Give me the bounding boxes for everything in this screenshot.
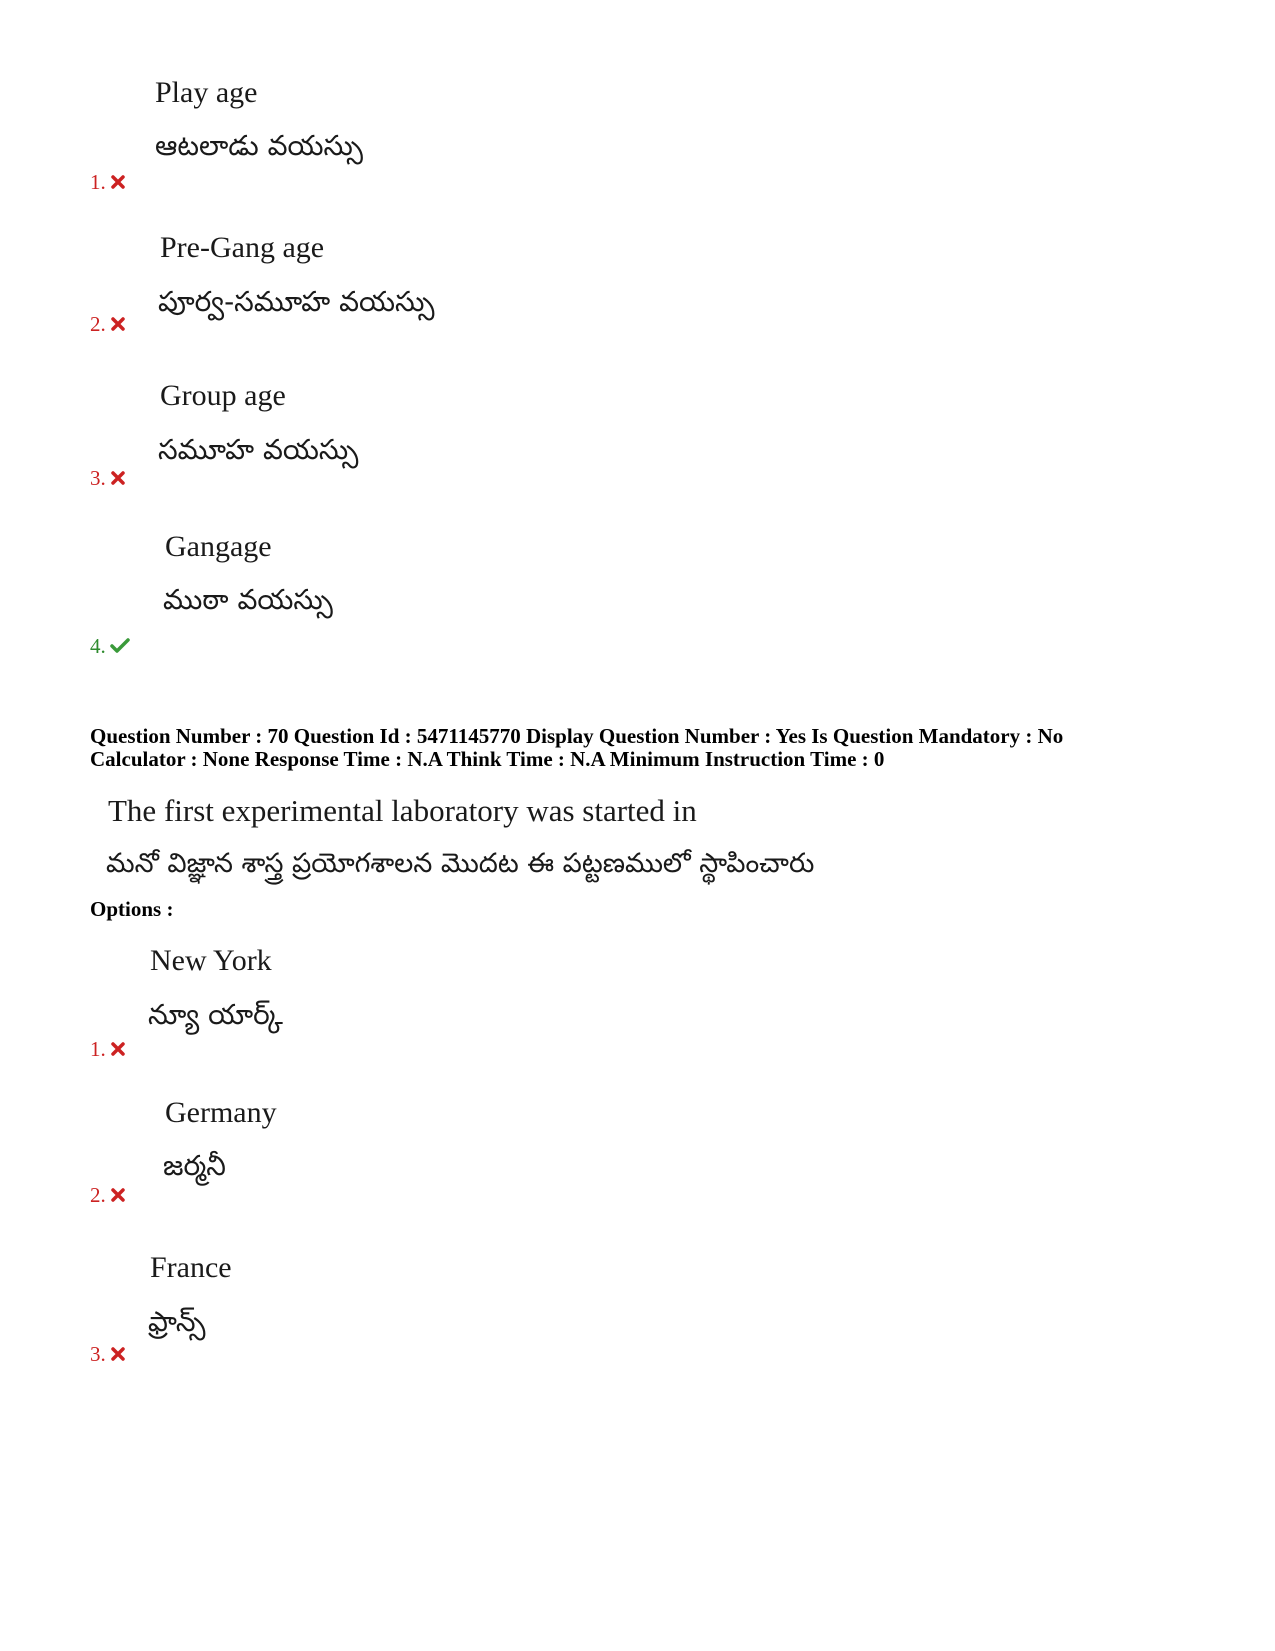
option-text-en: Germany <box>165 1096 277 1129</box>
option-text-en: Pre-Gang age <box>160 231 325 264</box>
cross-icon <box>110 316 126 332</box>
option-text-en: France <box>150 1251 232 1284</box>
option-marker <box>90 1037 126 1061</box>
option-number: 1. <box>90 1037 106 1061</box>
question-meta-line1: Question Number : 70 Question Id : 5471145770 Display Question Number : Yes Is Question Mandatory : No <box>90 724 1064 748</box>
option-marker <box>90 312 126 336</box>
option-text-te: న్యూ యార్క్ <box>148 998 283 1031</box>
cross-icon <box>110 470 126 486</box>
cross-icon <box>110 1187 126 1203</box>
option-text-te: ముఠా వయస్సు <box>163 583 333 616</box>
option-text-te: సమూహ వయస్సు <box>158 433 359 466</box>
options-label: Options : <box>90 897 174 921</box>
option-number: 2. <box>90 1183 106 1207</box>
option-number: 3. <box>90 1342 106 1366</box>
option-number: 1. <box>90 170 106 194</box>
cross-icon <box>110 1346 126 1362</box>
option-marker <box>90 634 130 658</box>
option-marker <box>90 466 126 490</box>
option-marker <box>90 1342 126 1366</box>
question-meta-line2: Calculator : None Response Time : N.A Think Time : N.A Minimum Instruction Time : 0 <box>90 747 885 771</box>
option-number: 2. <box>90 312 106 336</box>
option-text-te: పూర్వ-సమూహ వయస్సు <box>158 285 435 318</box>
option-marker <box>90 1183 126 1207</box>
option-text-te: ఫ్రాన్స్ <box>148 1305 206 1338</box>
option-text-en: Gangage <box>165 530 272 563</box>
check-icon <box>110 637 130 655</box>
option-number: 3. <box>90 466 106 490</box>
question-text-te: మనో విజ్ఞాన శాస్త్ర ప్రయోగశాలన మొదట ఈ పట్టణములో స్థాపించారు <box>106 848 815 879</box>
option-marker <box>90 170 126 194</box>
option-text-te: జర్మనీ <box>163 1149 226 1182</box>
question-text-en: The first experimental laboratory was started in <box>108 793 697 828</box>
option-number: 4. <box>90 634 106 658</box>
cross-icon <box>110 1041 126 1057</box>
option-text-en: Group age <box>160 379 286 412</box>
option-text-te: ఆటలాడు వయస్సు <box>155 129 363 162</box>
option-text-en: Play age <box>155 76 258 109</box>
cross-icon <box>110 174 126 190</box>
option-text-en: New York <box>150 944 272 977</box>
